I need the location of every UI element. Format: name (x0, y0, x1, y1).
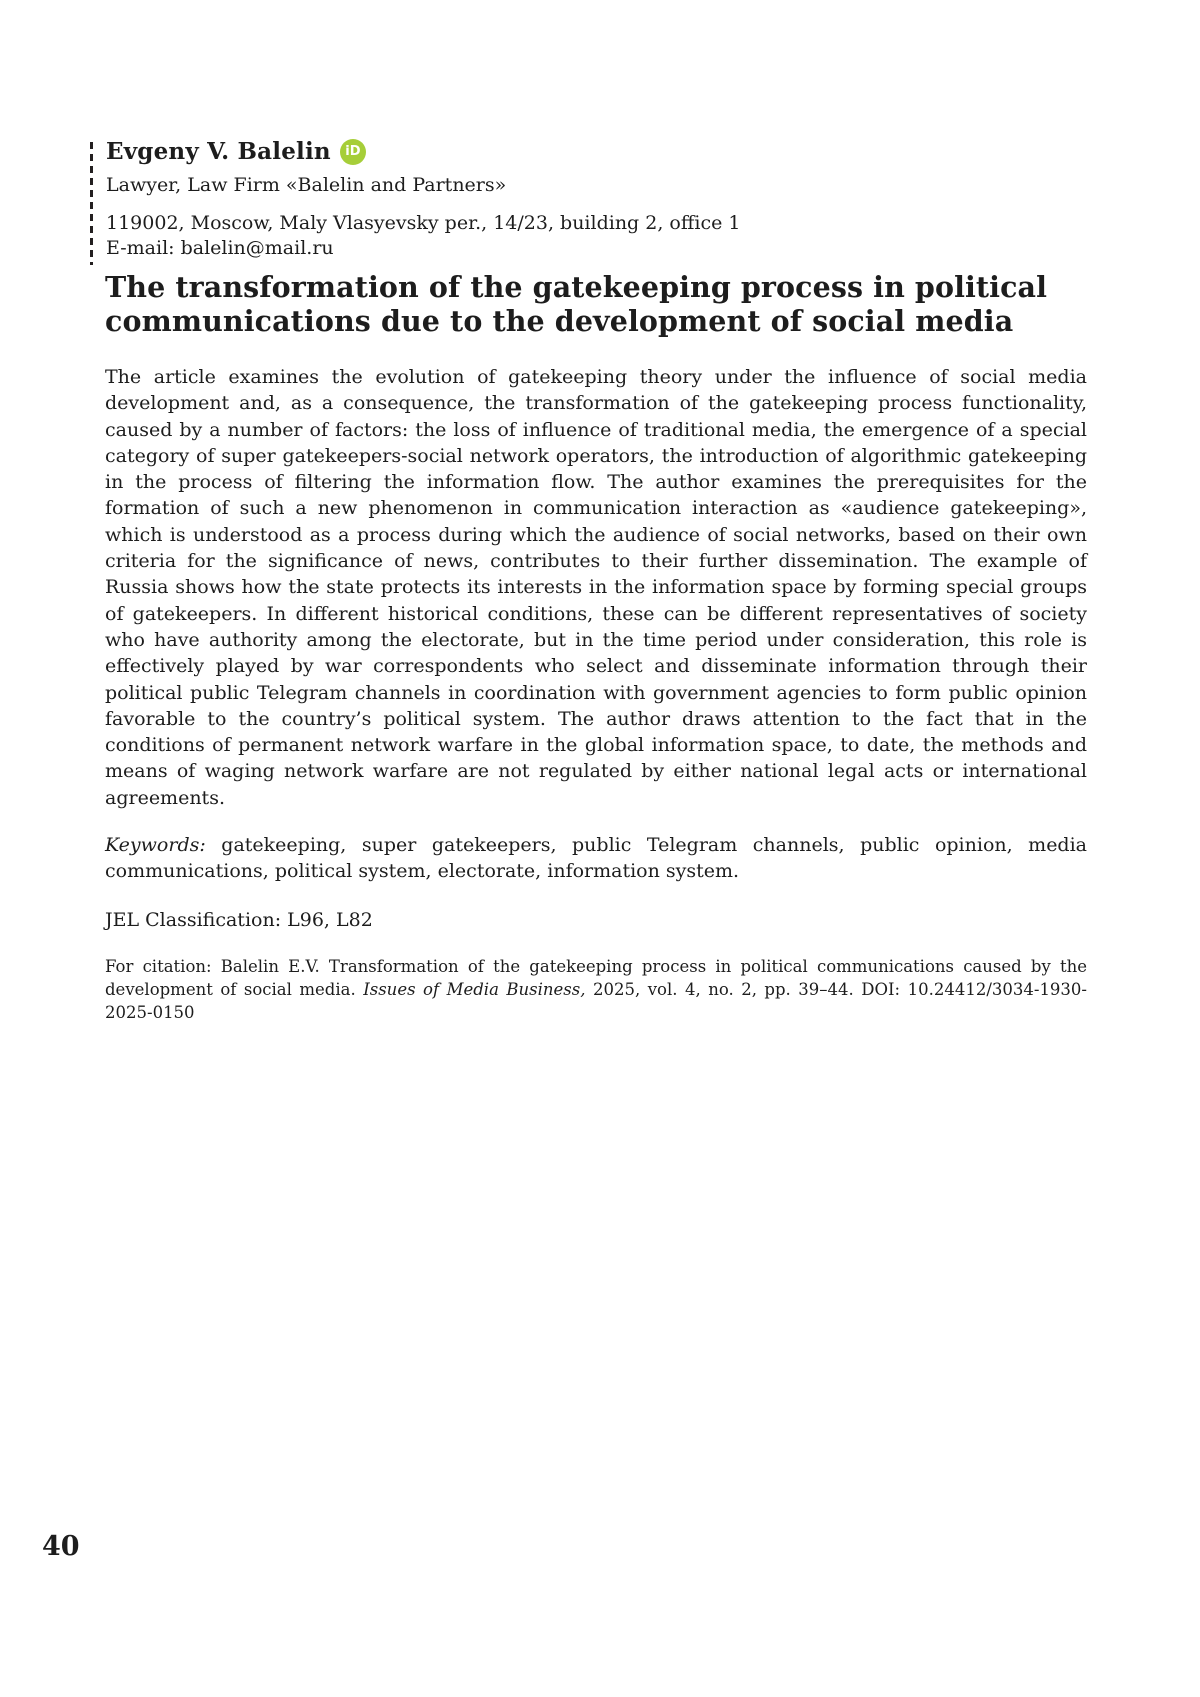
keywords-text: gatekeeping, super gatekeepers, public Telegram channels, public opinion, media communications, political system, electorate, information system. (105, 834, 1087, 883)
author-affiliation: Lawyer, Law Firm «Balelin and Partners» (106, 174, 507, 196)
keywords-paragraph (105, 832, 1087, 885)
keywords-label: Keywords: (105, 834, 206, 857)
author-email: E-mail: balelin@mail.ru (106, 237, 334, 259)
citation-suffix: 2025, vol. 4, no. 2, pp. 39–44. DOI: 10.24412/3034-1930-2025-0150 (105, 979, 1088, 1022)
author-block (90, 138, 990, 261)
author-contacts (106, 211, 990, 261)
jel-classification: JEL Classification: L96, L82 (105, 908, 373, 931)
dashed-rule (90, 142, 93, 265)
article-title: The transformation of the gatekeeping process in political communications due to the development of social media (105, 270, 1048, 338)
citation-paragraph (105, 955, 1087, 1024)
author-name-row (106, 138, 990, 165)
orcid-icon: iD (340, 139, 366, 165)
page-number: 40 (42, 1531, 80, 1562)
abstract-paragraph: The article examines the evolution of gatekeeping theory under the influence of social media development and, as a consequence, the transformation of the gatekeeping process functionality, caused by a number of factors: the loss of influence of traditional media, the emergence of a special category of super gatekeepers-social network operators, the introduction of algorithmic gatekeeping in the process of filtering the information flow. The author examines the prerequisites for the formation of such a new phenomenon in communication interaction as «audience gatekeeping», which is understood as a process during which the audience of social networks, based on their own criteria for the significance of news, contributes to their further dissemination. The example of Russia shows how the state protects its interests in the information space by forming special groups of gatekeepers. In different historical conditions, these can be different representatives of society who have authority among the electorate, but in the time period under consideration, this role is effectively played by war correspondents who select and disseminate information through their political public Telegram channels in coordination with government agencies to form public opinion favorable to the country’s political system. The author draws attention to the fact that in the conditions of permanent network warfare in the global information space, to date, the methods and means of waging network warfare are not regulated by either national legal acts or international agreements. (105, 366, 1087, 809)
author-address: 119002, Moscow, Maly Vlasyevsky per., 14/23, building 2, office 1 (106, 212, 741, 234)
author-name: Evgeny V. Balelin (106, 138, 331, 165)
citation-journal: Issues of Media Business, (363, 979, 586, 999)
article-main-column (105, 271, 1087, 1024)
citation-prefix: For citation: Balelin E.V. Transformation of the gatekeeping process in political communications caused by the development of social media. (105, 956, 1087, 999)
